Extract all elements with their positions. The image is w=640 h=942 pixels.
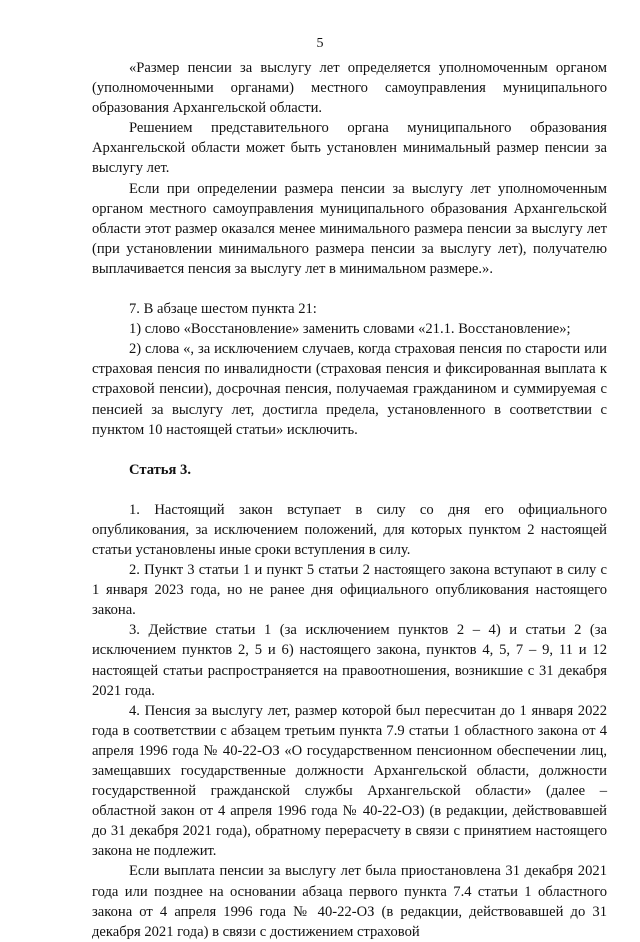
amendment-7-item-1: 1) слово «Восстановление» заменить словами «21.1. Восстановление»; (129, 321, 571, 338)
document-body (92, 58, 607, 942)
paragraph: «Размер пенсии за выслугу лет определяется уполномоченным органом (уполномоченными органами) местного самоуправления муниципального образования Архангельской области. (92, 60, 607, 117)
article-3-paragraph: 4. Пенсия за выслугу лет, размер которой был пересчитан до 1 января 2022 года в соответствии с абзацем третьим пункта 7.9 статьи 1 областного закона от 4 апреля 1996 года № 40-22-ОЗ «О государственном пенсионном обеспечении лиц, замещавших государственные должности Архангельской области, должности государственной гражданской службы Архангельской области» (далее – областной закон от 4 апреля 1996 года № 40-22-ОЗ) (в редакции, действовавшей до 31 декабря 2021 года), обратному перерасчету в связи с принятием настоящего закона не подлежит. (92, 702, 607, 860)
paragraph: Если при определении размера пенсии за выслугу лет уполномоченным органом местного самоуправления муниципального образования Архангельской области этот размер оказался менее минимального размера пенсии за выслугу лет (при установлении минимального размера пенсии за выслугу лет), получателю выплачивается пенсия за выслугу лет в минимальном размере.». (92, 180, 607, 277)
paragraph: Решением представительного органа муниципального образования Архангельской области может быть установлен минимальный размер пенсии за выслугу лет. (92, 120, 607, 177)
article-3-paragraph: 1. Настоящий закон вступает в силу со дня его официального опубликования, за исключением положений, для которых пунктом 2 настоящей статьи установлены иные сроки вступления в силу. (92, 501, 607, 558)
amendment-7-intro: 7. В абзаце шестом пункта 21: (129, 301, 317, 318)
page-number: 5 (316, 36, 324, 51)
article-3-heading: Статья 3. (129, 461, 191, 478)
article-3-paragraph: 2. Пункт 3 статьи 1 и пункт 5 статьи 2 настоящего закона вступают в силу с 1 января 2023 года, но не ранее дня официального опубликования настоящего закона. (92, 562, 607, 619)
amendment-7-item-2: 2) слова «, за исключением случаев, когда страховая пенсия по старости или страховая пенсия по инвалидности (страховая пенсия и фиксированная выплата к страховой пенсии), досрочная пенсия, получаемая гражданином и суммируемая с пенсией за выслугу лет, достигла предела, установленного в соответствии с пунктом 10 настоящей статьи» исключить. (92, 341, 607, 438)
article-3-paragraph: Если выплата пенсии за выслугу лет была приостановлена 31 декабря 2021 года или позднее на основании абзаца первого пункта 7.4 статьи 1 областного закона от 4 апреля 1996 года № 40-22-ОЗ (в редакции, действовавшей до 31 декабря 2021 года) в связи с достижением страховой (92, 863, 607, 940)
article-3-paragraph: 3. Действие статьи 1 (за исключением пунктов 2 – 4) и статьи 2 (за исключением пунктов 2, 5 и 6) настоящего закона, пунктов 4, 5, 7 – 9, 11 и 12 настоящей статьи распространяется на правоотношения, возникшие с 31 декабря 2021 года. (92, 622, 607, 699)
